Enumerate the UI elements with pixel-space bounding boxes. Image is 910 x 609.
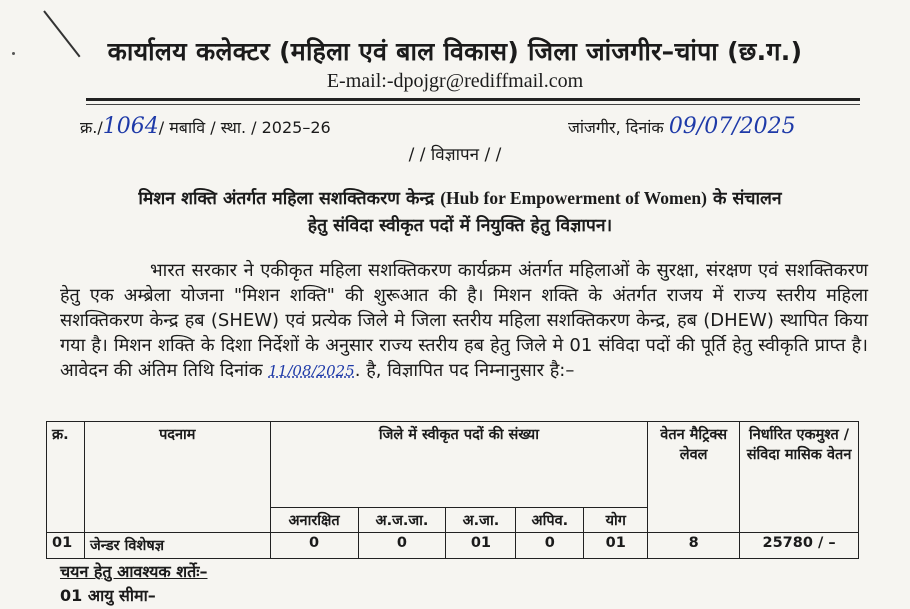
heading-tail: के संचालन <box>713 189 782 209</box>
conditions-heading <box>60 560 208 582</box>
posts-table <box>46 421 859 559</box>
category-st: अ.ज.जा. <box>358 508 446 533</box>
category-obc: अपिव. <box>516 508 584 533</box>
issue-date: 09/07/2025 <box>668 114 796 139</box>
header-rule <box>86 98 860 101</box>
reference-number-line <box>80 114 331 139</box>
last-date: 11/08/2025 <box>268 362 355 380</box>
condition-age-limit: 01 आयु सीमा– <box>60 586 156 605</box>
body-text: भारत सरकार ने एकीकृत महिला सशक्तिकरण कार्यक्रम अंतर्गत महिलाओं के सुरक्षा, संरक्षण एवं सशक्तिकरण हेतु एक अम्ब्रेला योजना "मिशन शक्ति" की शुरूआत की है। मिशन शक्ति के अंतर्गत राजय में राज्य स्तरीय महिला सशक्तिकरण केन्द्र हब (SHEW) एवं प्रत्येक जिले मे जिला स्तरीय महिला सशक्तिकरण केन्द्र, हब (DHEW) स्थापित किया गया है। मिशन शक्ति के दिशा निर्देशों के अनुसार राज्य स्तरीय हब हेतु जिले मे 01 संविदा पदों की पूर्ति हेतु स्वीकृति प्राप्त है। आवेदन की अंतिम तिथि दिनांक <box>60 260 868 381</box>
place-label: जांजगीर, दिनांक <box>568 118 664 137</box>
row-count-st: 0 <box>358 533 446 559</box>
reference-number: 1064 <box>102 114 159 139</box>
office-email: E-mail:-dpojgr@rediffmail.com <box>326 70 584 92</box>
header-pay-level: वेतन मैट्रिक्स लेवल <box>648 422 740 533</box>
header-salary: निर्धारित एकमुश्त / संविदा मासिक वेतन <box>740 422 859 533</box>
heading-english: (Hub for Empowerment of Women) <box>440 188 707 208</box>
category-sc: अ.जा. <box>446 508 516 533</box>
row-serial: 01 <box>47 533 85 559</box>
conditions-heading-text: चयन हेतु आवश्यक शर्तेः– <box>60 562 208 581</box>
row-post: जेन्डर विशेषज्ञ <box>84 533 270 559</box>
header-serial: क्र. <box>47 422 85 533</box>
reference-prefix: क्र./ <box>80 118 103 137</box>
row-pay-level: 8 <box>648 533 740 559</box>
table-row <box>47 533 859 559</box>
row-count-obc: 0 <box>516 533 584 559</box>
body-text-tail: . है, विज्ञापित पद निम्नानुसार है:– <box>354 360 575 381</box>
category-unreserved: अनारक्षित <box>270 508 358 533</box>
heading-line2: हेतु संविदा स्वीकृत पदों में नियुक्ति हेतु विज्ञापन। <box>307 216 613 236</box>
reference-suffix: / मबावि / स्था. / 2025–26 <box>158 118 331 137</box>
place-date-line <box>568 114 796 139</box>
heading-hindi: मिशन शक्ति अंतर्गत महिला सशक्तिकरण केन्द्र <box>138 189 435 209</box>
table-header-row <box>47 422 859 508</box>
body-paragraph <box>60 258 868 384</box>
row-count-total: 01 <box>584 533 648 559</box>
notice-label: / / विज्ञापन / / <box>408 145 502 165</box>
header-post: पदनाम <box>84 422 270 533</box>
row-count-unreserved: 0 <box>270 533 358 559</box>
header-rule-thin <box>86 104 860 105</box>
header-sanctioned: जिले में स्वीकृत पदों की संख्या <box>270 422 648 508</box>
category-total: योग <box>584 508 648 533</box>
row-count-sc: 01 <box>446 533 516 559</box>
advertisement-heading <box>60 185 860 240</box>
office-title: कार्यालय कलेक्टर (महिला एवं बाल विकास) जिला जांजगीर–चांपा (छ.ग.) <box>107 37 803 66</box>
row-salary: 25780 / – <box>740 533 859 559</box>
